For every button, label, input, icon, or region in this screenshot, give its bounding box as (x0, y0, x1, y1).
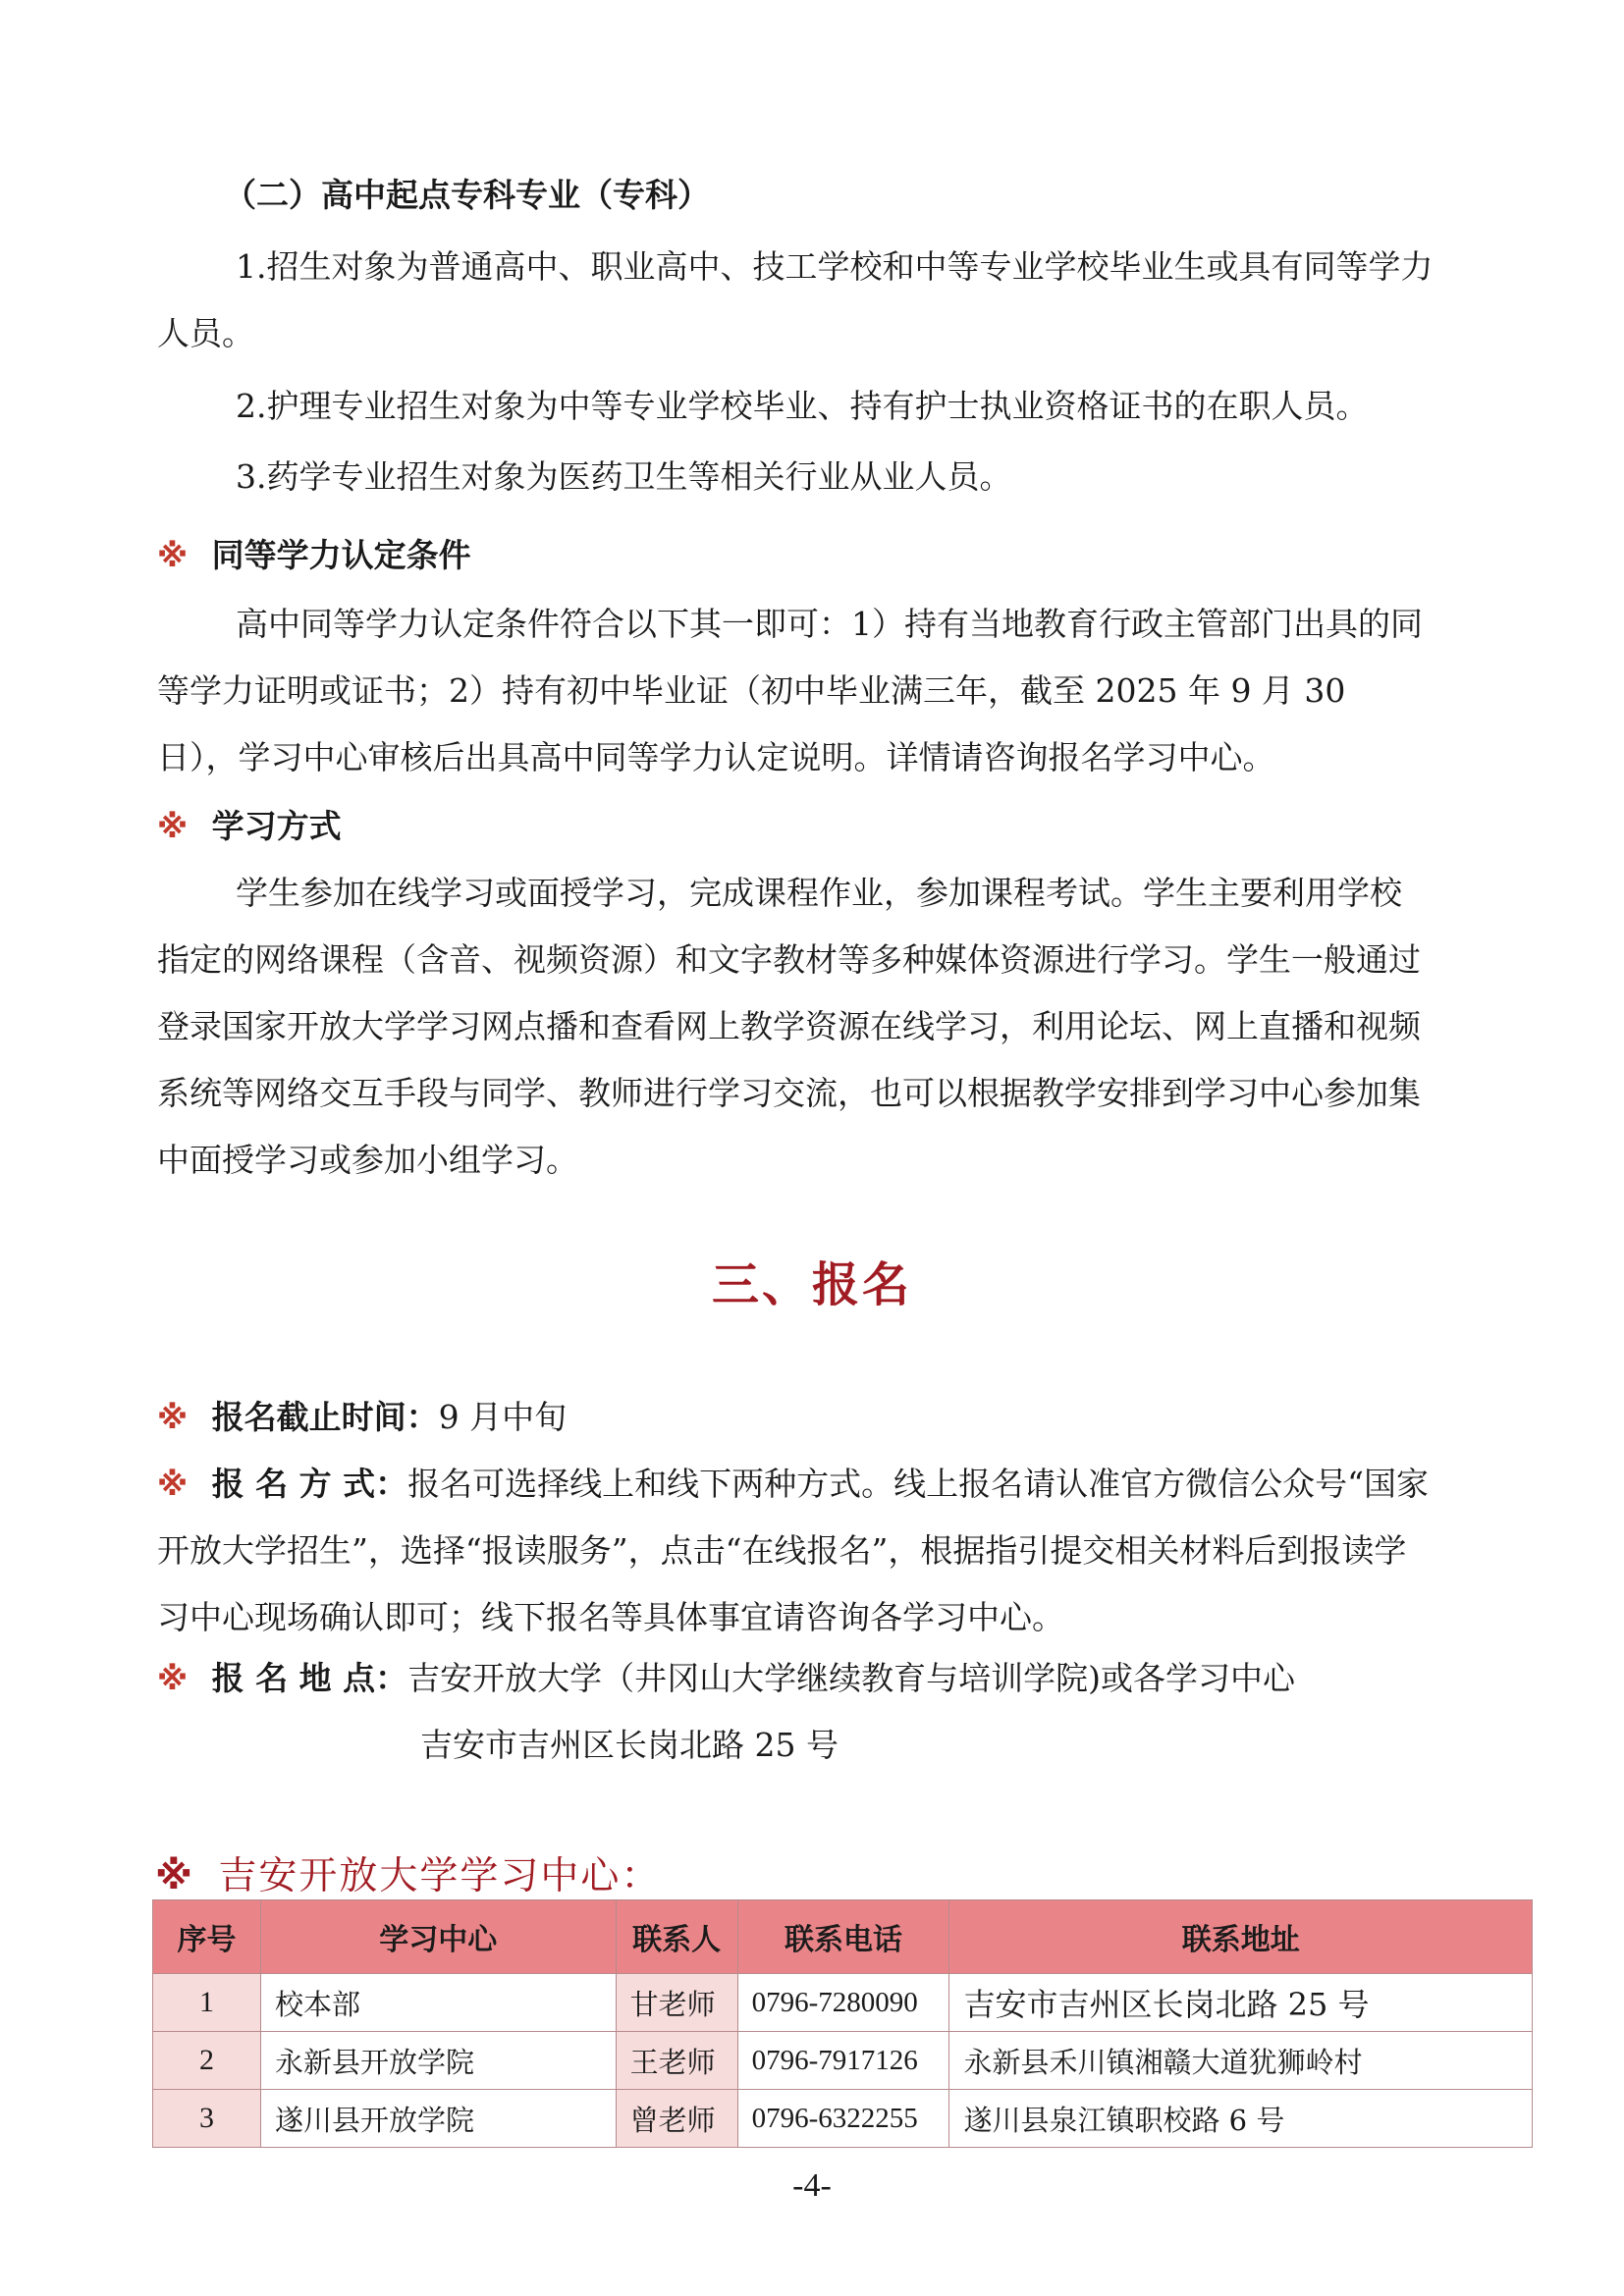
study-heading-line (157, 793, 1434, 860)
equivalence-body: 高中同等学力认定条件符合以下其一即可：1）持有当地教育行政主管部门出具的同等学力证明或证书；2）持有初中毕业证（初中毕业满三年，截至 2025 年 9 月 30 日），学习中心审核后出具高中同等学力认定说明。详情请咨询报名学习中心。 (157, 605, 1423, 776)
centers-heading-line (155, 1845, 661, 1900)
method-value: 报名可选择线上和线下两种方式。线上报名请认准官方微信公众号“国家开放大学招生”，选择“报读服务”，点击“在线报名”，根据指引提交相关材料后到报读学习中心现场确认即可；线下报名等具体事宜请咨询各学习中心。 (157, 1465, 1429, 1636)
reference-mark-icon: ※ (157, 1660, 189, 1697)
section-two-item-3: 3.药学专业招生对象为医药卫生等相关行业从业人员。 (236, 457, 1012, 496)
row-address: 吉安市吉州区长岗北路 25 号 (949, 1974, 1533, 2032)
row-number: 1 (153, 1974, 261, 2032)
row-number: 2 (153, 2032, 261, 2090)
method-label: 报 名 方 式： (211, 1465, 408, 1503)
equivalence-heading: 同等学力认定条件 (211, 536, 471, 574)
deadline-value: 9 月中旬 (438, 1398, 568, 1436)
reference-mark-icon: ※ (157, 537, 189, 574)
section-two-item-2: 2.护理专业招生对象为中等专业学校毕业、持有护士执业资格证书的在职人员。 (236, 387, 1369, 425)
study-body: 学生参加在线学习或面授学习，完成课程作业，参加课程考试。学生主要利用学校指定的网络课程（含音、视频资源）和文字教材等多种媒体资源进行学习。学生一般通过登录国家开放大学学习网点播和查看网上教学资源在线学习，利用论坛、网上直播和视频系统等网络交互手段与同学、教师进行学习交流，也可以根据教学安排到学习中心参加集中面授学习或参加小组学习。 (157, 874, 1421, 1179)
row-phone: 0796-7280090 (737, 1974, 949, 2032)
table-row (153, 1974, 1533, 2032)
header-cell-address: 联系地址 (949, 1900, 1533, 1974)
registration-method (157, 1451, 1434, 1651)
registration-place (157, 1645, 1434, 1712)
header-cell-number: 序号 (153, 1900, 261, 1974)
table-row (153, 2090, 1533, 2148)
row-number: 3 (153, 2090, 261, 2148)
place-address: 吉安市吉州区长岗北路 25 号 (420, 1726, 839, 1764)
reference-mark-icon: ※ (157, 1466, 189, 1503)
row-center-name: 校本部 (260, 1974, 616, 2032)
page-number: -4- (792, 2167, 832, 2204)
row-address: 永新县禾川镇湘赣大道犹狮岭村 (949, 2032, 1533, 2090)
equivalence-heading-line (157, 522, 1434, 589)
centers-table (152, 1899, 1533, 2148)
section-two-heading: （二）高中起点专科专业（专科） (224, 176, 710, 214)
header-cell-phone: 联系电话 (737, 1900, 949, 1974)
reference-mark-icon: ※ (157, 808, 189, 845)
header-cell-center: 学习中心 (260, 1900, 616, 1974)
reference-mark-icon: ※ (157, 1399, 189, 1436)
row-center-name: 永新县开放学院 (260, 2032, 616, 2090)
table-row (153, 2032, 1533, 2090)
header-cell-contact: 联系人 (616, 1900, 737, 1974)
row-contact: 甘老师 (616, 1974, 737, 2032)
table-header-row (153, 1900, 1533, 1974)
study-heading: 学习方式 (211, 807, 342, 845)
section-two-item-1: 1.招生对象为普通高中、职业高中、技工学校和中等专业学校毕业生或具有同等学力人员。 (157, 247, 1434, 352)
place-value: 吉安开放大学（井冈山大学继续教育与培训学院)或各学习中心 (407, 1659, 1295, 1697)
row-phone: 0796-6322255 (737, 2090, 949, 2148)
reference-mark-icon: ※ (155, 1854, 194, 1898)
row-address: 遂川县泉江镇职校路 6 号 (949, 2090, 1533, 2148)
row-contact: 王老师 (616, 2032, 737, 2090)
registration-deadline (157, 1384, 1434, 1451)
row-contact: 曾老师 (616, 2090, 737, 2148)
row-center-name: 遂川县开放学院 (260, 2090, 616, 2148)
centers-heading: 吉安开放大学学习中心： (218, 1854, 662, 1898)
row-phone: 0796-7917126 (737, 2032, 949, 2090)
place-label: 报 名 地 点： (211, 1659, 408, 1697)
section-three-title: 三、报名 (711, 1257, 912, 1312)
deadline-label: 报名截止时间： (211, 1398, 439, 1436)
